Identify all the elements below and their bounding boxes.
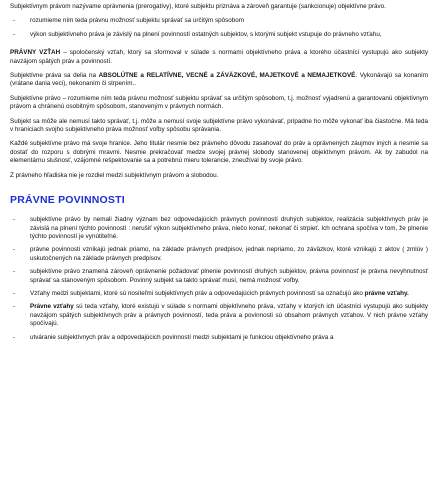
hranice-paragraph: Každé subjektívne právo má svoje hranice. Jeho titulár nesmie bez právneho dôvodu zasahovať do práv a oprávnených záujmov iných a nesmie sa dostať do rozporu s dobrými mravmi. Nesmie prekračovať medze svojej právnej slobody stanovenej objektívnym právom. Ak by zabudol na elementárnu slušnosť, vzájomné rešpektovanie sa a potrebnú mieru tolerancie, zneužíval by svoje právo.: [10, 140, 428, 165]
dash-bullet: -: [13, 17, 16, 25]
pravny-vztah-paragraph: PRÁVNY VZŤAH – spoločenský vzťah, ktorý sa sformoval v súlade s normami objektívneho práva a ktorého účastníci vystupujú ako subjekty navzájom spätých práv a povinností.: [10, 49, 428, 65]
list-item: - utváranie subjektívnych práv a odpovedajúcich povinností medzi subjektami je funkciou objektívneho práva a: [13, 333, 334, 341]
dash-bullet: -: [13, 246, 16, 254]
vztahy-term: právne vzťahy.: [364, 289, 409, 297]
delenie-paragraph: Subjektívne práva sa delia na ABSOLÚTNE a RELATÍVNE, VECNÉ a ZÁVÄZKOVÉ, MAJETKOVÉ a NEMAJETKOVÉ. Vykonávajú sa konaním (vrátane dania veci), nekonaním či strpením..: [10, 72, 429, 88]
list-item: - právne povinnosti vznikajú jednak priamo, na základe právnych predpisov, jednak nepriamo, zo záväzkov, ktoré vznikajú z aktov ( zmlúv ) uskutočnených na základe právnych predpisov.: [13, 246, 428, 262]
dash-bullet: -: [13, 216, 16, 224]
list-item: - výkon subjektívneho práva je závislý na plnení povinností ostatných subjektov, s ktorými subjekt vstupuje do právneho vzťahu,: [13, 30, 382, 38]
hladisko-paragraph: Z právneho hľadiska nie je rozdiel medzi subjektívnym právom a slobodou.: [10, 171, 219, 179]
dash-bullet: -: [13, 303, 16, 311]
delenie-term: ABSOLÚTNE a RELATÍVNE, VECNÉ a ZÁVÄZKOVÉ, MAJETKOVÉ a NEMAJETKOVÉ: [98, 72, 356, 80]
intro-list: [10, 17, 428, 39]
list-item: - Vzťahy medzi subjektami, ktoré sú nositeľmi subjektívnych práv a odpovedajúcich právnych povinností sa označujú ako právne vzťahy.: [13, 289, 409, 297]
pravne-vztahy-term: Právne vzťahy: [30, 303, 74, 311]
list-item: - subjektívne právo znamená zároveň oprávnenie požadovať plnenie povinností druhých subjektov, právna povinnosť je právna nevyhnutnosť správať sa stanoveným spôsobom. Povinný subjekt sa takto správať musí, nemá možnosť voľby.: [13, 268, 428, 284]
nemusi-paragraph: Subjekt sa môže ale nemusí takto správať, t.j. môže a nemusí svoje subjektívne právo vykonávať, prípadne ho môže vykonať iba čiastočne. Má teda v hraniciach svojho subjektívneho práva možnosť voľby spôsobu správania.: [10, 117, 428, 134]
dash-bullet: -: [13, 30, 16, 38]
section-heading: PRÁVNE POVINNOSTI: [10, 194, 125, 207]
dash-bullet: -: [13, 268, 16, 276]
povinnosti-list: [10, 216, 428, 342]
subjektivne-pravo-paragraph: Subjektívne právo – rozumieme ním teda právnu možnosť subjektu správať sa určitým spôsobom, t.j. možnosť vyjadrenú a garantovanú objektívnym právom a chránenú osobitným spôsobom, stanoveným v právnych normách.: [10, 94, 428, 111]
dash-bullet: -: [13, 333, 16, 341]
dash-bullet: -: [13, 289, 16, 297]
pravny-vztah-term: PRÁVNY VZŤAH: [10, 49, 61, 57]
list-item: - Právne vzťahy sú teda vzťahy, ktoré existujú v súlade s normami objektívneho práva, vzťahy v ktorých ich účastníci vystupujú ako subjekty navzájom spätých subjektívnych práv a právnych povinností, teda práva a povinnosti sú obsahom právnych vzťahov. V nich právne vzťahy spočívajú.: [13, 303, 428, 328]
list-item: - subjektívne právo by nemali žiadny význam bez odpovedajúcich právnych povinností druhých subjektov, realizácia subjektívnych práv je závislá na plnení týchto povinností : nerušiť výkon subjektívneho práva, niečo konať, nekonať či strpieť. Ich ochrana spočíva v tom, že plnenie týchto povinností je vynútiteľné.: [13, 216, 428, 240]
intro-paragraph: Subjektívnym právom nazývame oprávnenia (prerogatívy), ktoré subjektu priznáva a zároveň garantuje (sankcionuje) objektívne právo.: [10, 3, 386, 10]
list-item: - rozumieme ním teda právnu možnosť subjektu správať sa určitým spôsobom: [13, 17, 245, 25]
